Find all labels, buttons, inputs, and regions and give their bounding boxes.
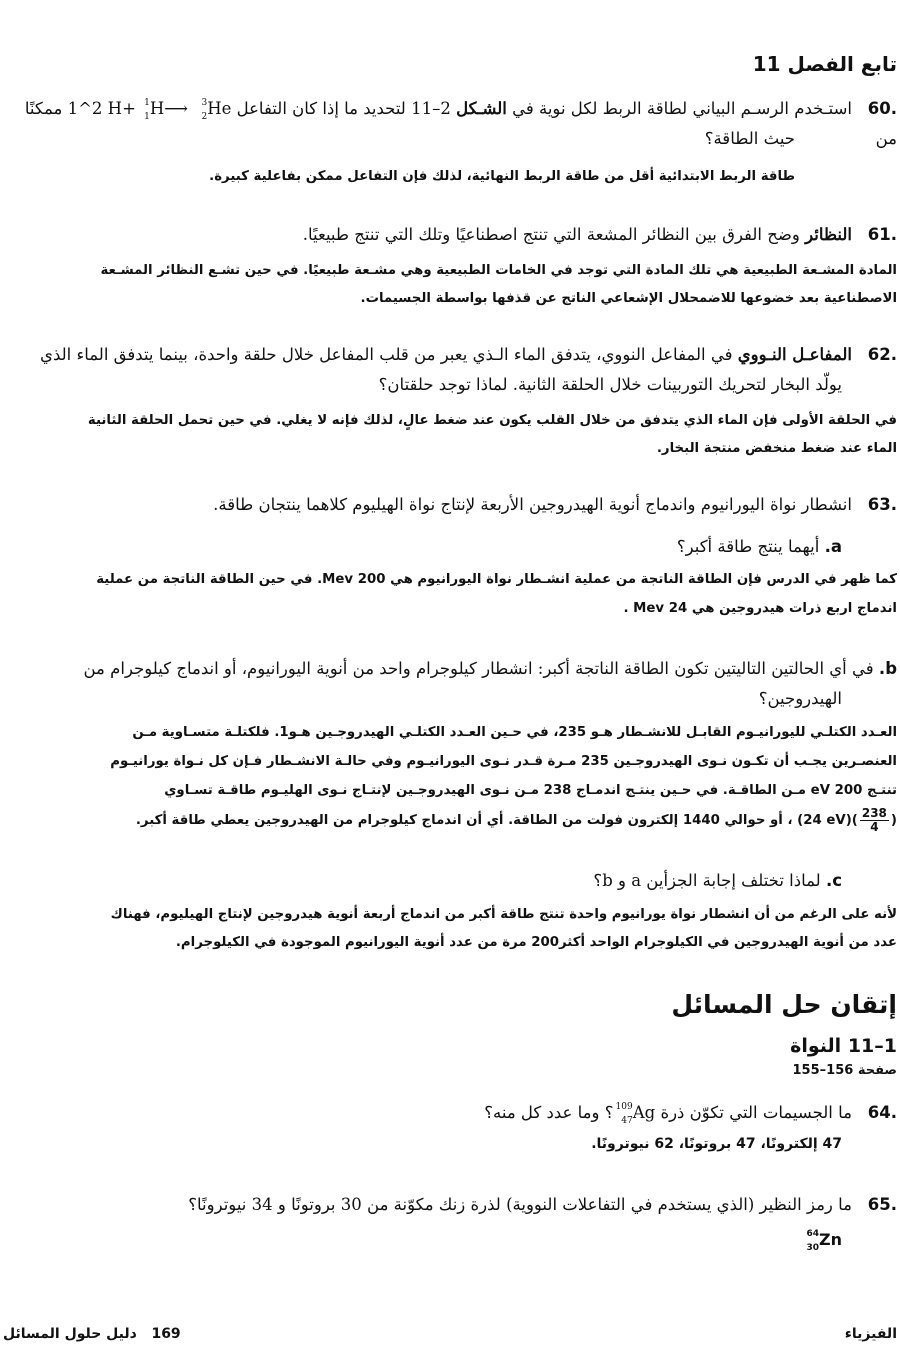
question-number: .65 xyxy=(867,1195,897,1214)
answer-62-line: الماء عند ضغط منخفض منتجة البخار. xyxy=(656,441,897,456)
footer-guide xyxy=(3,1326,181,1342)
figure-reference: الشـكل xyxy=(456,99,507,118)
question-text: في المفاعل النووي، يتدفق الماء الـذي يعبر من قلب المفاعل خلال حلقة واحدة، بينما يتدفق الماء الذي xyxy=(40,345,733,364)
footer-page-number: 169 xyxy=(151,1326,181,1342)
question-text: استـخدم الرسـم البياني لطاقة الربط لكل نوية في xyxy=(512,99,852,118)
question-number: .64 xyxy=(867,1103,897,1122)
question-63c xyxy=(593,866,842,896)
atomic-number: 47 xyxy=(621,1115,633,1126)
part-label: a. xyxy=(824,537,842,556)
mass-number: 1 xyxy=(144,97,150,108)
answer-60: طاقة الربط الابتدائية أقل من طاقة الربط النهائية، لذلك فإن التفاعل ممكن بفاعلية كبيرة. xyxy=(209,169,795,184)
question-text: 2–11 لتحديد ما إذا كان التفاعل xyxy=(236,99,451,118)
part-text: أيهما ينتج طاقة أكبر؟ xyxy=(676,537,820,556)
answer-65 xyxy=(805,1230,842,1251)
question-number: .63 xyxy=(867,495,897,514)
question-63 xyxy=(213,490,897,520)
isotope-symbol xyxy=(615,1098,656,1128)
part-label: b. xyxy=(878,659,897,678)
chapter-title: تابع الفصل 11 xyxy=(752,52,897,76)
question-63a xyxy=(677,532,842,562)
fraction-denominator: 4 xyxy=(870,819,879,834)
answer-text: ، أو حوالي 1440 إلكترون فولت من الطاقة. أي أن اندماج كيلوجرام من الهيدروجين يعطي طاقة أكبر. xyxy=(135,813,793,828)
question-64 xyxy=(484,1098,897,1128)
question-65 xyxy=(188,1190,897,1220)
reaction-equation xyxy=(68,94,232,124)
answer-63c-line: عدد من أنوية الهيدروجين في الكيلوجرام الواحد أكثر200 مرة من عدد أنوية اليورانيوم الموجودة في الكيلوجرام. xyxy=(175,935,897,950)
section-pages: صفحة 156–155 xyxy=(792,1063,897,1078)
answer-61-line: المادة المشـعة الطبيعية هي تلك المادة التي توجد في الخامات الطبيعية وهي مشـعة طبيعيًا. في حين تشـع النظائر المشـعة xyxy=(100,263,897,278)
atomic-number: 2 xyxy=(201,111,208,122)
reaction-symbol: H⟶ xyxy=(149,99,188,118)
answer-63a-line: اندماج اربع ذرات هيدروجين هي 24 Mev . xyxy=(623,601,897,616)
part-text: لماذا تختلف إجابة الجزأين a و b؟ xyxy=(593,871,821,890)
answer-63c-line: لأنه على الرغم من أن انشطار نواة يورانيوم واحدة تنتج طاقة أكبر من اندماج أربعة أنوية هيدروجين لإنتاج الهيليوم، فهناك xyxy=(110,907,897,922)
atomic-number: 30 xyxy=(806,1242,819,1253)
question-number: .61 xyxy=(867,225,897,244)
question-text: ممكنًا من xyxy=(24,99,897,148)
fraction xyxy=(860,807,889,834)
question-61 xyxy=(303,220,897,250)
question-text-line: حيث الطاقة؟ xyxy=(704,129,795,148)
answer-63b-line: العـدد الكتلـي لليورانيـوم القابـل للانشـطار هـو 235، في حـين العـدد الكتلـي الهيدروجـين هـو1. فلكتلـة متسـاوية مـن xyxy=(132,725,897,740)
question-text: ما رمز النظير (الذي يستخدم في التفاعلات النووية) لذرة زنك مكوّنة من 30 بروتونًا و 34 نيوترونًا؟ xyxy=(188,1195,852,1214)
footer-subject: الفيزياء xyxy=(844,1326,897,1342)
reaction-reactants: 1^2 H+ xyxy=(67,99,136,118)
mass-number: 64 xyxy=(806,1228,819,1239)
answer-63b-line xyxy=(136,806,897,835)
energy-value: (24 eV) xyxy=(797,813,852,828)
energy-expression: (24 eV)( $\frac{238}{4}$ ) xyxy=(797,805,897,834)
part-label: c. xyxy=(825,871,842,890)
question-text-line: الهيدروجين؟ xyxy=(758,689,842,708)
answer-63b-line: العنصـرين يجـب أن تكـون نـوى الهيدروجـين 235 مـرة قـدر نـوى اليورانيـوم وفي حالـة الانشـطار فـإن كل نـواة يورانيـوم xyxy=(110,754,897,769)
question-number: .60 xyxy=(867,99,897,118)
answer-64: 47 إلكترونًا، 47 بروتونًا، 62 نيوترونًا. xyxy=(591,1136,842,1152)
question-text: ؟ وما عدد كل منه؟ xyxy=(484,1103,614,1122)
part-text: في أي الحالتين التاليتين تكون الطاقة الناتجة أكبر: انشطار كيلوجرام واحد من أنوية اليورانيوم، أو اندماج كيلوجرام من xyxy=(83,659,874,678)
answer-63a-line: كما ظهر في الدرس فإن الطاقة الناتجة من عملية انشـطار نواة اليورانيوم هي 200 Mev. في حين الطاقة الناتجة من عملية xyxy=(96,572,897,587)
section-subtitle: 1–11 النواة xyxy=(790,1035,897,1057)
question-text-line: يولّد البخار لتحريك التوربينات خلال الحلقة الثانية. لماذا توجد حلقتان؟ xyxy=(378,375,842,394)
footer-guide-title: دليل حلول المسائل xyxy=(3,1326,137,1342)
mass-number: 109 xyxy=(615,1101,633,1112)
question-text: انشطار نواة اليورانيوم واندماج أنوية الهيدروجين الأربعة لإنتاج نواة الهيليوم كلاهما ينتجان طاقة. xyxy=(213,495,852,514)
reaction-product: He xyxy=(207,99,232,118)
atomic-number: 1 xyxy=(144,111,150,122)
question-term: النظائر xyxy=(805,225,852,244)
question-number: .62 xyxy=(867,345,897,364)
question-term: المفاعـل النـووي xyxy=(737,345,852,364)
answer-63b-line: تنتـج 200 eV مـن الطاقـة. في حـين ينتـج اندمـاج 238 مـن نـوى الهيدروجـين لإنتـاج نـوى الهليـوم طاقـة تسـاوي xyxy=(164,783,897,798)
answer-61-line: الاصطناعية بعد خضوعها للاضمحلال الإشعاعي الناتج عن قذفها بواسطة الجسيمات. xyxy=(360,291,897,306)
section-title: إتقان حل المسائل xyxy=(671,990,897,1019)
question-63b xyxy=(84,654,898,684)
mass-number: 3 xyxy=(201,97,208,108)
question-text: وضح الفرق بين النظائر المشعة التي تنتج اصطناعيًا وتلك التي تنتج طبيعيًا. xyxy=(302,225,800,244)
fraction-numerator: 238 xyxy=(861,805,887,820)
element-symbol: Ag xyxy=(632,1103,656,1122)
question-text: ما الجسيمات التي تكوّن ذرة xyxy=(660,1103,852,1122)
question-62 xyxy=(40,340,897,370)
answer-62-line: في الحلقة الأولى فإن الماء الذي يتدفق من خلال القلب يكون عند ضغط عالٍ، لذلك فإنه لا يغلي. في حين تحمل الحلقة الثانية xyxy=(87,413,897,428)
element-symbol: Zn xyxy=(819,1230,842,1249)
